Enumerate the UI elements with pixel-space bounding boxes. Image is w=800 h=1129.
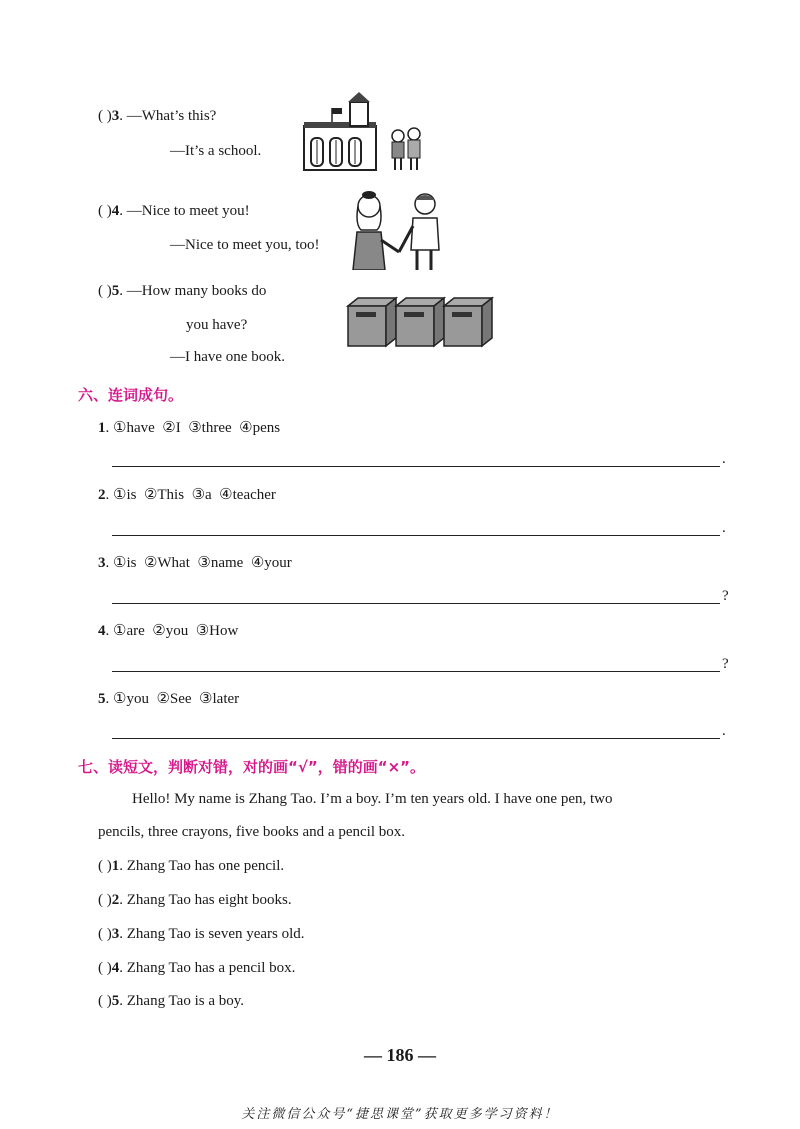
footer-note: 关注微信公众号“捷思课堂”获取更多学习资料！ — [241, 1107, 559, 1122]
books-picture — [344, 296, 496, 352]
school-picture — [302, 92, 432, 172]
question-5-line3: —I have one book. — [170, 349, 285, 365]
judge-item: ( )2. Zhang Tao has eight books. — [98, 892, 292, 908]
answer-line[interactable] — [112, 738, 720, 739]
question-5: ( )5. —How many books do — [98, 283, 267, 299]
book — [348, 298, 396, 346]
end-punctuation: . — [722, 520, 726, 536]
handshake-picture — [347, 190, 447, 270]
answer-paren[interactable]: ( ) — [98, 108, 112, 124]
answer-line[interactable] — [112, 671, 720, 672]
question-5-line2: you have? — [186, 317, 248, 333]
question-number: 5 — [111, 283, 120, 299]
end-punctuation: . — [722, 451, 726, 467]
section-6-title: 六、连词成句。 — [78, 386, 184, 404]
question-3: ( )3. —What’s this? — [98, 108, 217, 124]
answer-paren[interactable]: ( ) — [98, 858, 112, 874]
question-line: —Nice to meet you! — [126, 203, 250, 219]
question-line: —What’s this? — [126, 108, 217, 124]
answer-paren[interactable]: ( ) — [98, 283, 112, 299]
question-3-line2: —It’s a school. — [170, 143, 262, 159]
question-number: 4 — [111, 203, 120, 219]
passage-line: Hello! My name is Zhang Tao. I’m a boy. I’m ten years old. I have one pen, two — [132, 791, 613, 807]
answer-paren[interactable]: ( ) — [98, 960, 112, 976]
end-punctuation: ? — [722, 588, 729, 604]
answer-paren[interactable]: ( ) — [98, 993, 112, 1009]
reorder-item: 2. ①is ②This ③a ④teacher — [98, 487, 276, 503]
end-punctuation: ? — [722, 656, 729, 672]
passage-line: pencils, three crayons, five books and a pencil box. — [98, 824, 405, 840]
page-number: — 186 — — [364, 1045, 436, 1065]
question-number: 3 — [111, 108, 120, 124]
question-4-line2: —Nice to meet you, too! — [170, 237, 320, 253]
reorder-item: 3. ①is ②What ③name ④your — [98, 555, 292, 571]
end-punctuation: . — [722, 723, 726, 739]
judge-item: ( )1. Zhang Tao has one pencil. — [98, 858, 285, 874]
answer-line[interactable] — [112, 535, 720, 536]
answer-line[interactable] — [112, 466, 720, 467]
reorder-item: 1. ①have ②I ③three ④pens — [98, 420, 281, 436]
answer-paren[interactable]: ( ) — [98, 926, 112, 942]
judge-item: ( )4. Zhang Tao has a pencil box. — [98, 960, 296, 976]
question-4: ( )4. —Nice to meet you! — [98, 203, 250, 219]
answer-paren[interactable]: ( ) — [98, 203, 112, 219]
reorder-item: 4. ①are ②you ③How — [98, 623, 239, 639]
answer-line[interactable] — [112, 603, 720, 604]
section-7-title: 七、读短文，判断对错，对的画“√”，错的画“×”。 — [78, 758, 426, 776]
reorder-item: 5. ①you ②See ③later — [98, 691, 240, 707]
question-line: —How many books do — [126, 283, 267, 299]
answer-paren[interactable]: ( ) — [98, 892, 112, 908]
judge-item: ( )5. Zhang Tao is a boy. — [98, 993, 245, 1009]
judge-item: ( )3. Zhang Tao is seven years old. — [98, 926, 305, 942]
